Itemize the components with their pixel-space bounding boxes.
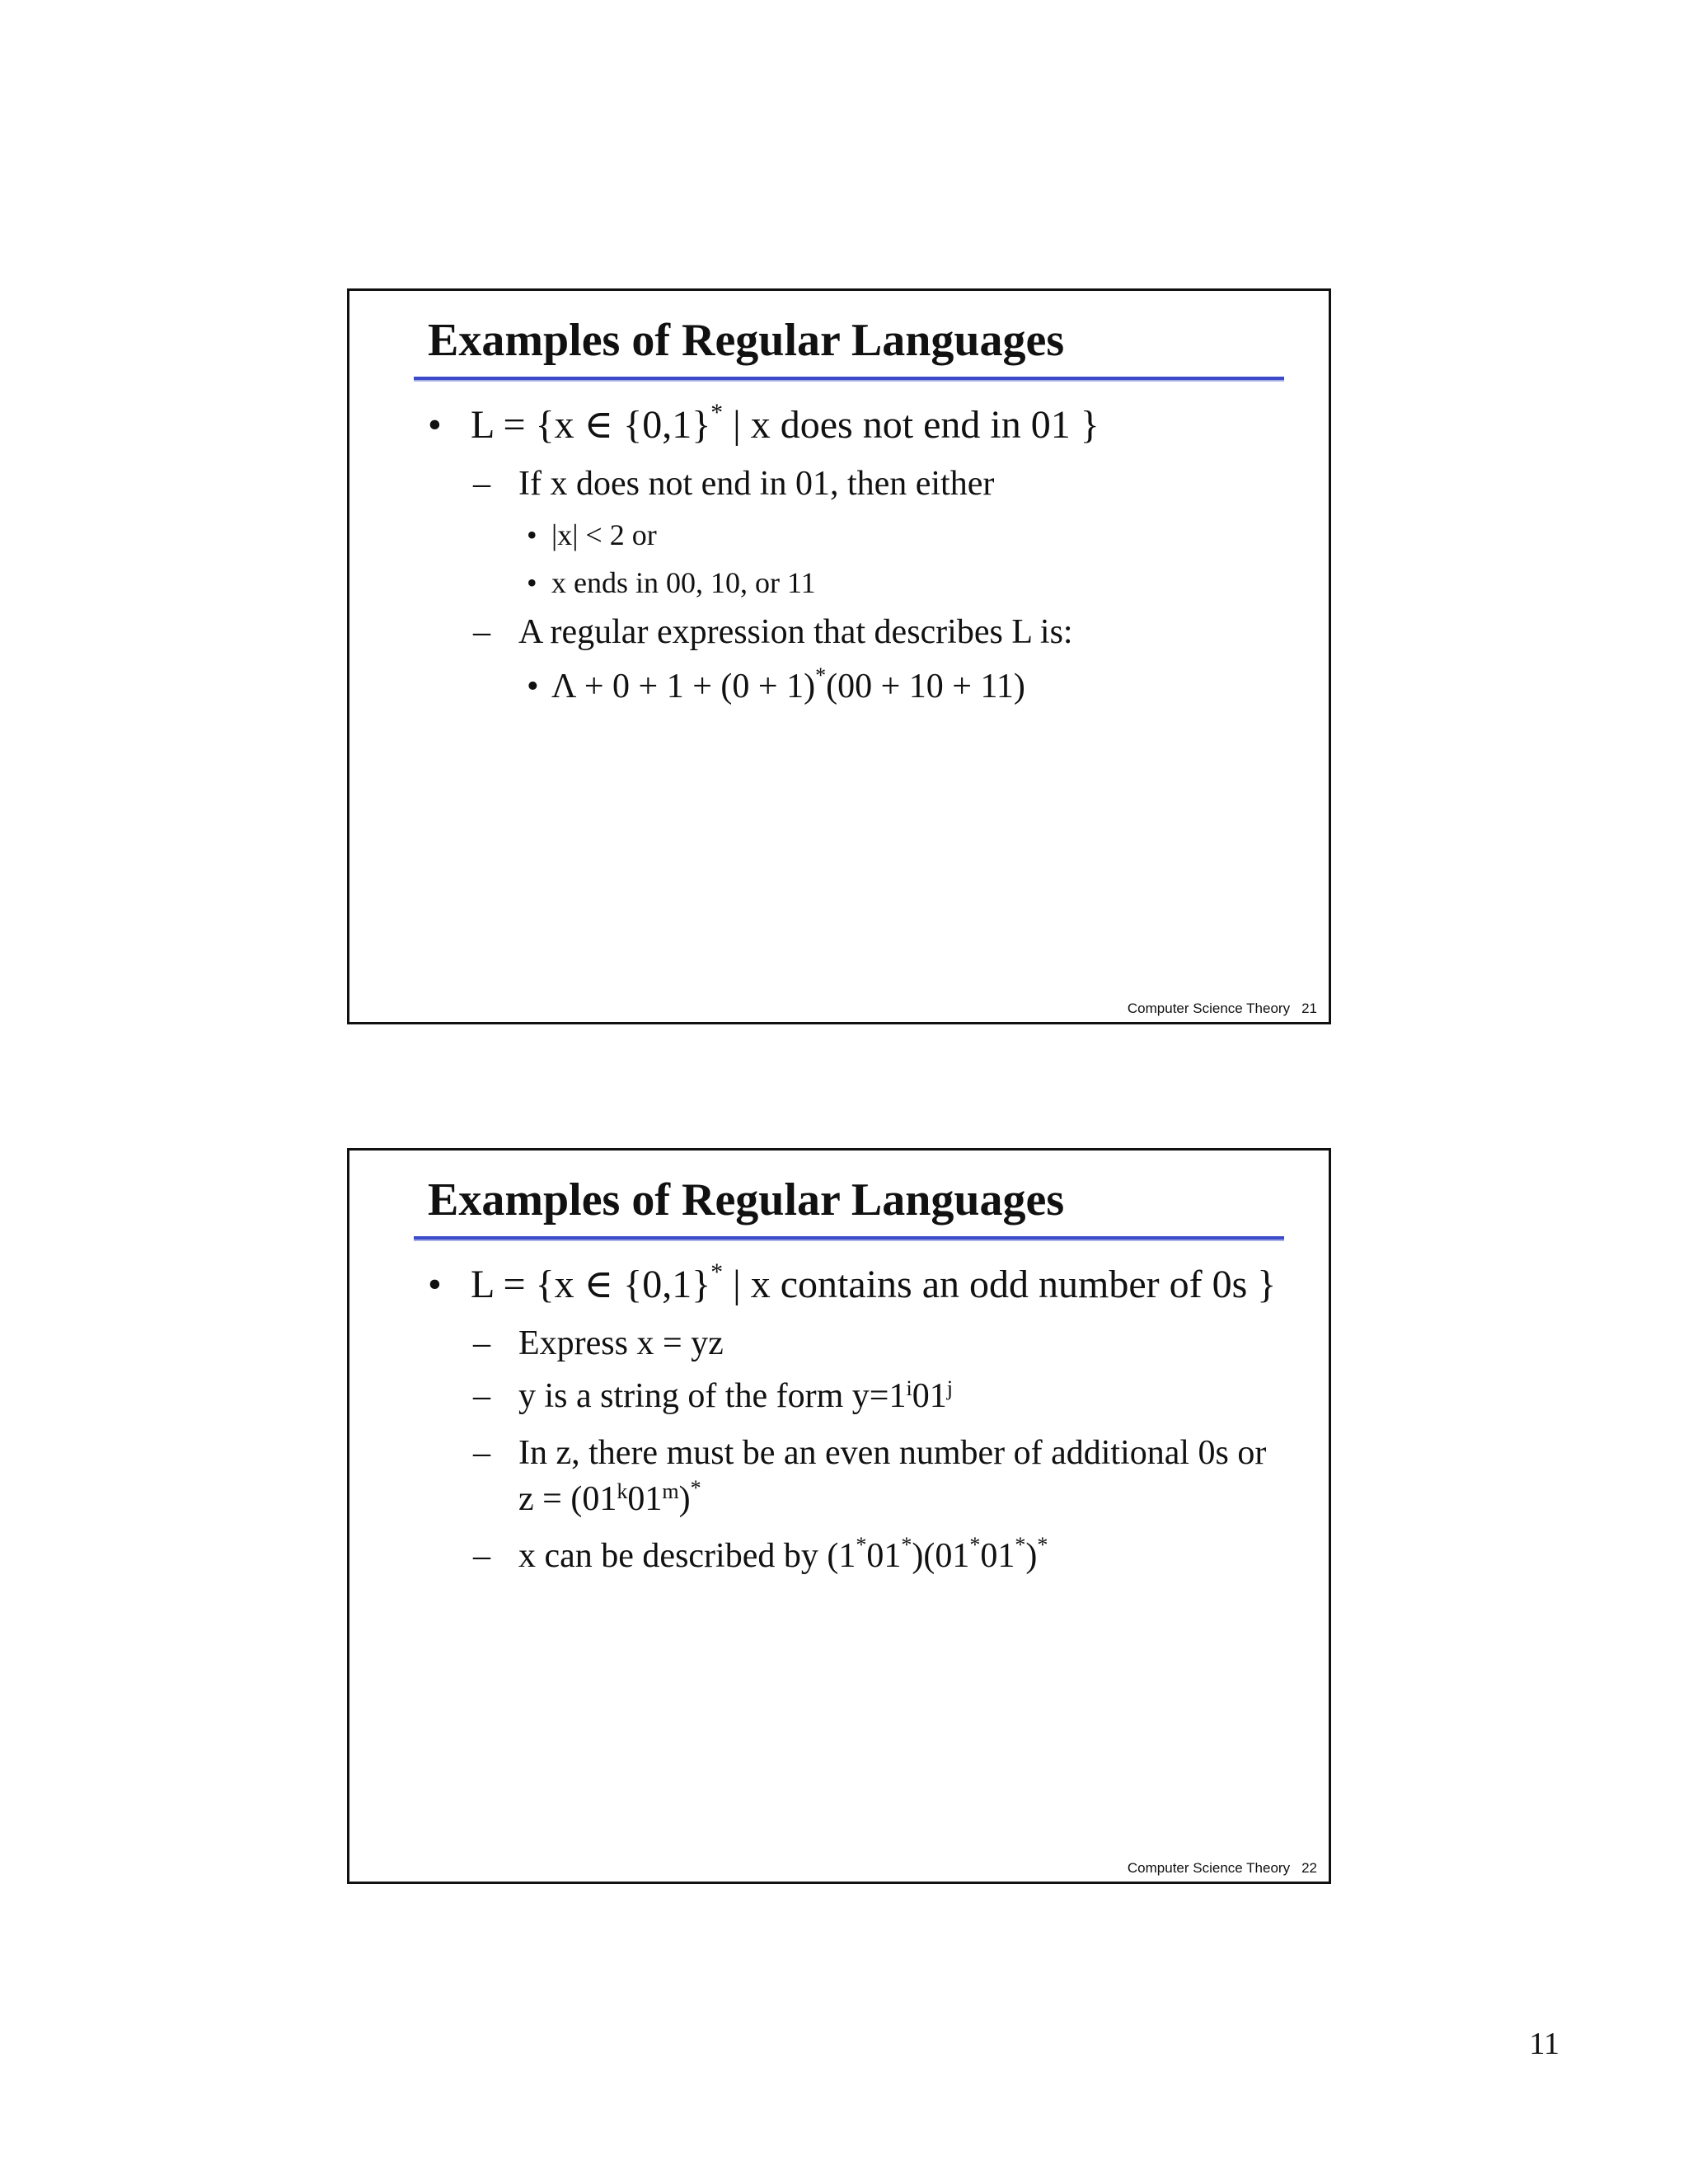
slide-22 — [347, 1148, 1331, 1884]
dash-marker: – — [473, 1324, 490, 1362]
sub-bullet: – y is a string of the form $y=1^i01^j$ — [473, 1373, 1279, 1423]
dash-marker: – — [473, 465, 490, 503]
bullet-marker: • — [527, 668, 539, 705]
main-bullet: • L = {x ∈ {0,1}* | x does not end in 01 } — [428, 400, 1279, 451]
slide-title: Examples of Regular Languages — [428, 1174, 1065, 1226]
slide-footer: Computer Science Theory 22 — [1127, 1860, 1317, 1876]
bullet-marker: • — [428, 403, 442, 447]
title-underline — [414, 1236, 1284, 1241]
slide-number: 21 — [1301, 1001, 1317, 1016]
bullet-marker: • — [428, 1263, 442, 1306]
sub-bullet: – A regular expression that describes L is: — [473, 609, 1279, 655]
bullet-marker: • — [527, 566, 537, 599]
slide-title: Examples of Regular Languages — [428, 315, 1065, 366]
sub-bullet: – x can be described by (1*01*)(01*01*)* — [473, 1533, 1279, 1579]
sub-sub-bullet: • x ends in 00, 10, or 11 — [527, 561, 1279, 604]
page-number: 11 — [1529, 2027, 1559, 2061]
slide-21 — [347, 288, 1331, 1024]
slide-content — [428, 400, 1279, 716]
title-underline — [414, 377, 1284, 382]
sub-bullet: – If x does not end in 01, then either — [473, 461, 1279, 507]
main-bullet: • L = {x ∈ {0,1}* | x contains an odd number of 0s } — [428, 1259, 1279, 1310]
bullet-marker: • — [527, 518, 537, 551]
sub-bullet: – In z, there must be an even number of additional 0s or $z = (01^k01^m)^*$ — [473, 1430, 1279, 1526]
regex-bullet: • Λ + 0 + 1 + (0 + 1)*(00 + 10 + 11) — [527, 662, 1279, 711]
slide-content — [428, 1259, 1279, 1586]
sub-sub-bullet: • |x| < 2 or — [527, 513, 1279, 556]
slide-number: 22 — [1301, 1860, 1317, 1876]
sub-bullet: – Express x = yz — [473, 1320, 1279, 1366]
dash-marker: – — [473, 1377, 490, 1415]
dash-marker: – — [473, 613, 490, 651]
dash-marker: – — [473, 1537, 490, 1575]
dash-marker: – — [473, 1434, 490, 1472]
slide-footer: Computer Science Theory 21 — [1127, 1001, 1317, 1016]
